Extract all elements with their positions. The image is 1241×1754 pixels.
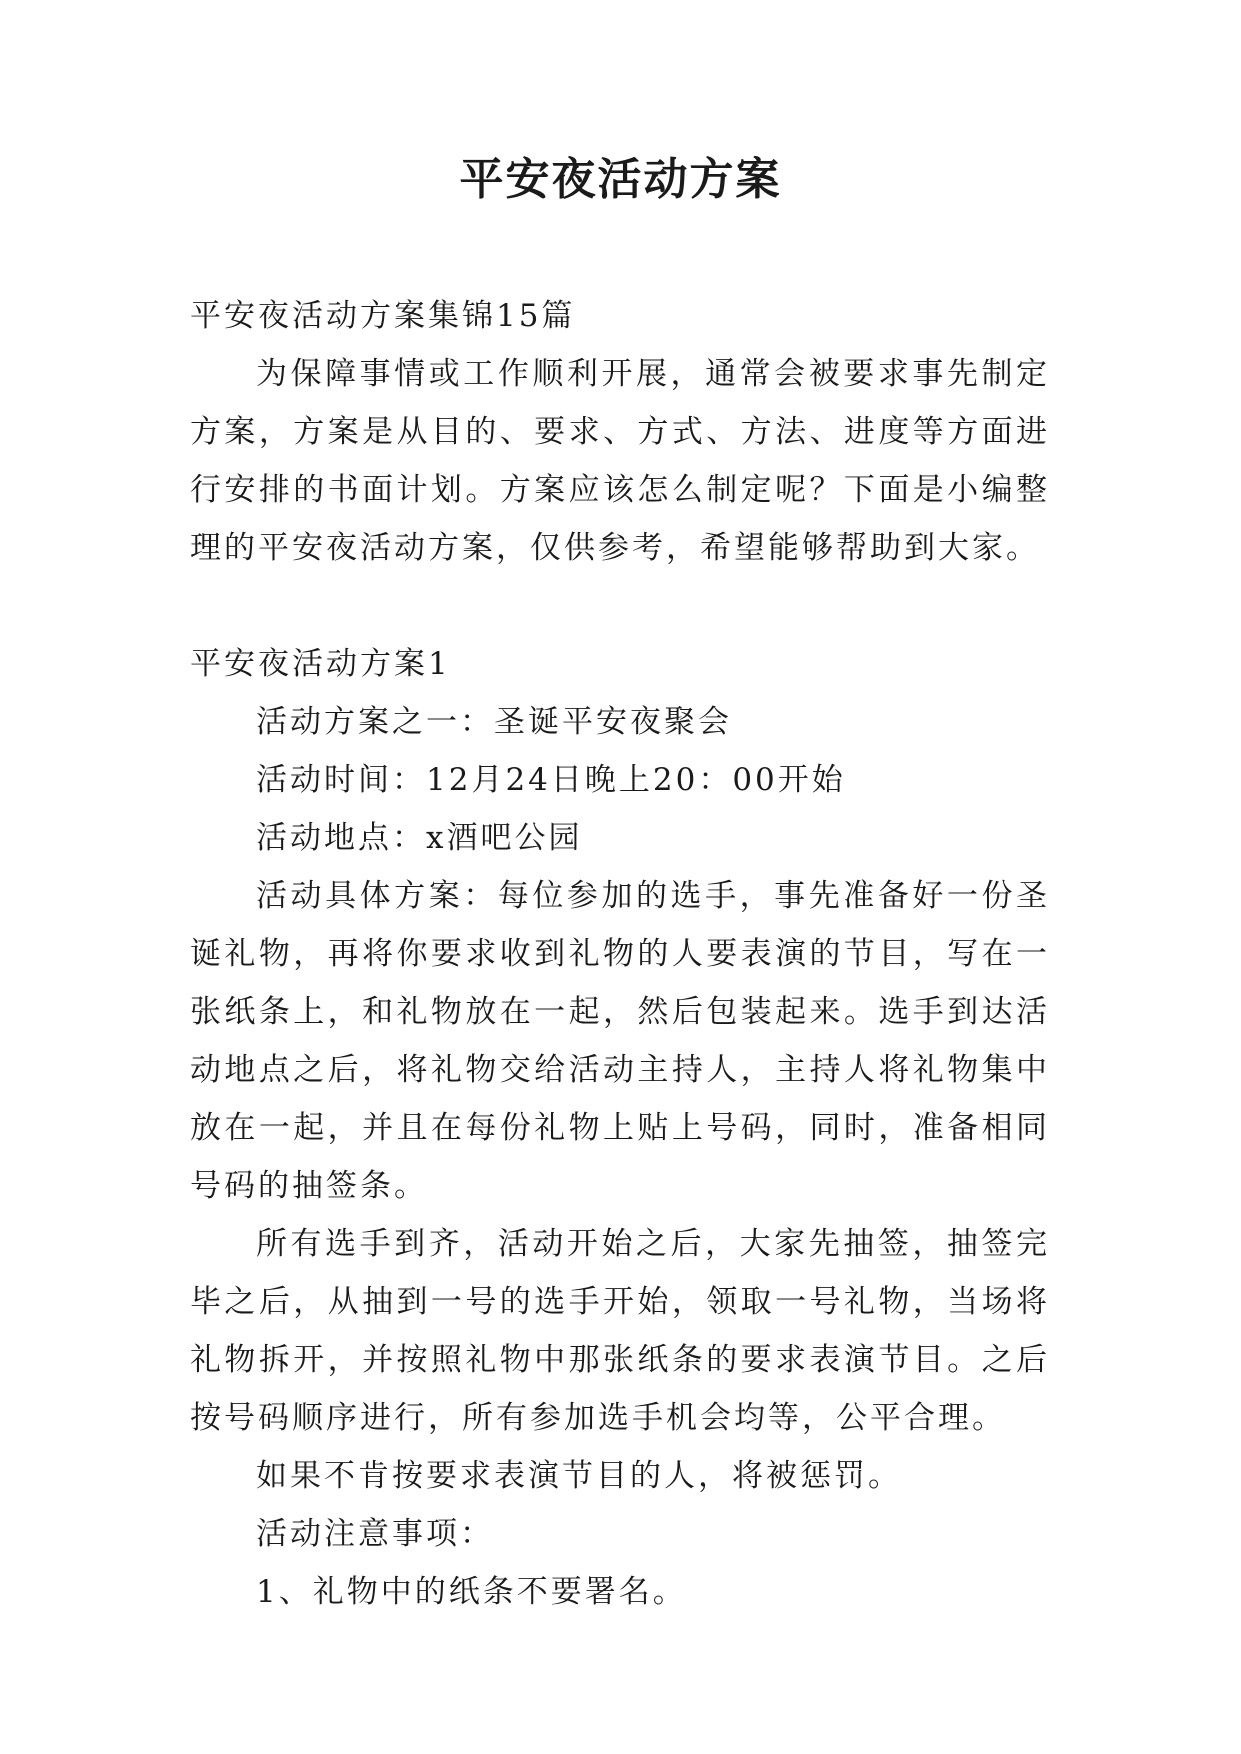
section-heading: 平安夜活动方案1: [190, 646, 451, 682]
activity-location: 活动地点：x酒吧公园: [256, 820, 583, 856]
penalty-paragraph: 如果不肯按要求表演节目的人，将被惩罚。: [256, 1458, 902, 1494]
notes-heading: 活动注意事项：: [256, 1516, 494, 1552]
document-subtitle: 平安夜活动方案集锦15篇: [190, 298, 576, 334]
note-item: 1、礼物中的纸条不要署名。: [256, 1574, 687, 1610]
intro-paragraph: 为保障事情或工作顺利开展，通常会被要求事先制定方案，方案是从目的、要求、方式、方法、进度等方面进行安排的书面计划。方案应该怎么制定呢？下面是小编整理的平安夜活动方案，仅供参考，希望能够帮助到大家。: [190, 356, 1050, 566]
activity-name: 活动方案之一：圣诞平安夜聚会: [256, 704, 732, 740]
document-body: [190, 287, 1050, 1621]
activity-time: 活动时间：12月24日晚上20：00开始: [256, 762, 846, 798]
activity-plan-paragraph: 活动具体方案：每位参加的选手，事先准备好一份圣诞礼物，再将你要求收到礼物的人要表演的节目，写在一张纸条上，和礼物放在一起，然后包装起来。选手到达活动地点之后，将礼物交给活动主持人，主持人将礼物集中放在一起，并且在每份礼物上贴上号码，同时，准备相同号码的抽签条。: [190, 878, 1050, 1204]
document-title: 平安夜活动方案: [459, 154, 782, 205]
activity-process-paragraph: 所有选手到齐，活动开始之后，大家先抽签，抽签完毕之后，从抽到一号的选手开始，领取一号礼物，当场将礼物拆开，并按照礼物中那张纸条的要求表演节目。之后按号码顺序进行，所有参加选手机会均等，公平合理。: [190, 1226, 1050, 1436]
section-spacer: [190, 577, 1050, 635]
